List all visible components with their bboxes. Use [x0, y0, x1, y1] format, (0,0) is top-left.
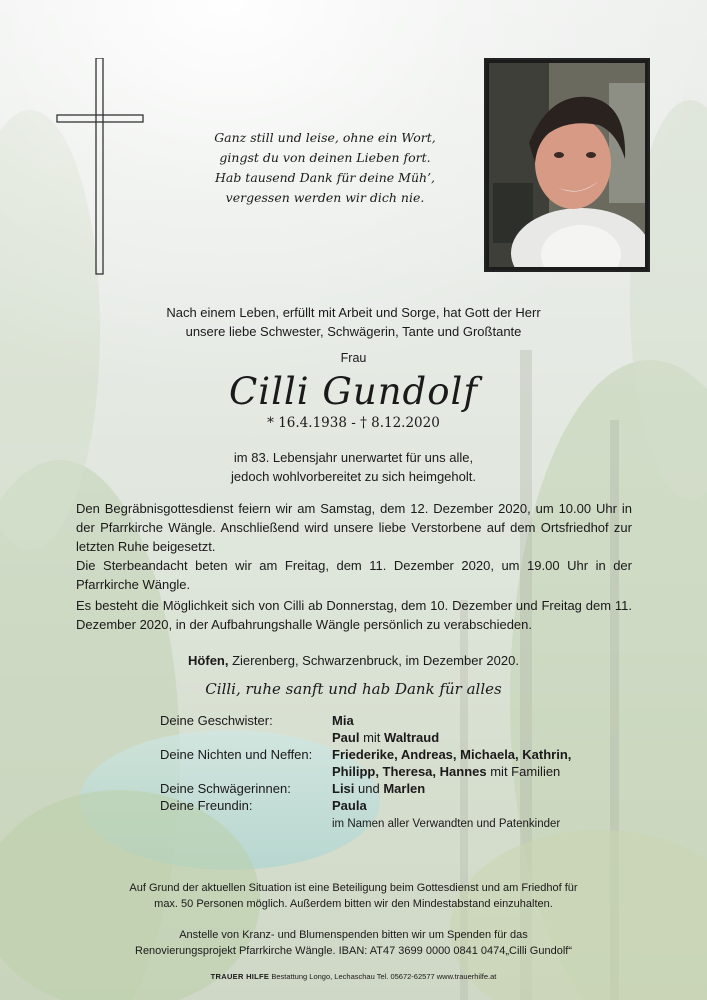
relation-label: Deine Freundin: — [160, 798, 253, 813]
place-date-line — [0, 653, 707, 668]
age-line: jedoch wohlvorbereitet zu sich heimgeholt. — [231, 469, 476, 484]
footer — [0, 972, 707, 981]
mourner-row — [160, 746, 620, 763]
connector-text: und — [354, 781, 384, 796]
poem — [175, 128, 475, 208]
mourner-names — [332, 729, 439, 746]
poem-line: Ganz still und leise, ohne ein Wort, — [214, 130, 436, 145]
mourner-names: Mia — [332, 713, 354, 728]
mourner-names: Friederike, Andreas, Michaela, Kathrin, — [332, 747, 572, 762]
age-line: im 83. Lebensjahr unerwartet für uns alle, — [233, 450, 474, 465]
covid-notice — [80, 880, 627, 912]
deceased-name: Cilli Gundolf — [228, 370, 479, 413]
intro-line: unsere liebe Schwester, Schwägerin, Tante und Großtante — [185, 324, 522, 339]
intro-line: Nach einem Leben, erfüllt mit Arbeit und Sorge, hat Gott der Herr — [166, 305, 541, 320]
footer-details: Bestattung Longo, Lechaschau Tel. 05672-62577 www.trauerhilfe.at — [269, 972, 497, 981]
viewing-paragraph: Es besteht die Möglichkeit sich von Cilli ab Donnerstag, dem 10. Dezember und Freitag dem 11. Dezember 2020, in der Aufbahrungshalle Wängle persönlich zu verabschieden. — [76, 598, 632, 632]
mourner-row — [160, 780, 620, 797]
poem-line: Hab tausend Dank für deine Müh’, — [214, 170, 436, 185]
mourner-name: Marlen — [383, 781, 426, 796]
mourner-row — [160, 712, 620, 729]
closing-note: im Namen aller Verwandten und Patenkinder — [332, 818, 561, 830]
mourner-names — [332, 780, 425, 797]
mourner-name: Lisi — [332, 781, 355, 796]
poem-line: vergessen werden wir dich nie. — [225, 190, 425, 205]
notice-line: Anstelle von Kranz- und Blumenspenden bitten wir um Spenden für das — [179, 929, 528, 941]
mourner-row — [160, 816, 620, 833]
mourner-row — [160, 797, 620, 814]
poem-line: gingst du von deinen Lieben fort. — [219, 150, 431, 165]
connector-text: mit Familien — [486, 764, 561, 779]
mourner-names: Paula — [332, 798, 367, 813]
deceased-dates: * 16.4.1938 - † 8.12.2020 — [267, 415, 440, 431]
mourner-name: Paul — [332, 730, 360, 745]
place-town: Höfen, — [188, 653, 229, 668]
footer-brand: TRAUER HILFE — [210, 972, 270, 981]
funeral-service-paragraph: Den Begräbnisgottesdienst feiern wir am Samstag, dem 12. Dezember 2020, um 10.00 Uhr in der Pfarrkirche Wängle. Anschließend wird unsere liebe Verstorbene auf dem Ortsfriedhof zur letzten Ruhe beigesetzt. — [76, 501, 632, 554]
cross-icon — [55, 58, 145, 276]
relation-label: Deine Nichten und Neffen: — [160, 747, 313, 762]
donation-notice — [80, 927, 627, 959]
mourner-names — [332, 763, 560, 780]
notice-line: Renovierungsprojekt Pfarrkirche Wängle. IBAN: AT47 3699 0000 0841 0474„Cilli Gundolf“ — [135, 945, 572, 957]
notice-line: max. 50 Personen möglich. Außerdem bitten wir den Mindestabstand einzuhalten. — [154, 898, 553, 910]
portrait-image — [489, 63, 645, 267]
intro-text — [90, 303, 617, 341]
mourner-name: Waltraud — [384, 730, 440, 745]
farewell-line: Cilli, ruhe sanft und hab Dank für alles — [205, 680, 502, 698]
relation-label: Deine Schwägerinnen: — [160, 781, 291, 796]
place-rest: Zierenberg, Schwarzenbruck, im Dezember 2020. — [228, 653, 519, 668]
deceased-title: Frau — [340, 351, 367, 365]
age-text — [90, 448, 617, 486]
notice-line: Auf Grund der aktuellen Situation ist eine Beteiligung beim Gottesdienst und am Friedhof für — [129, 882, 578, 894]
relation-label: Deine Geschwister: — [160, 713, 273, 728]
mourner-row — [160, 763, 620, 780]
mourner-row — [160, 729, 620, 746]
portrait-photo — [484, 58, 650, 272]
prayer-paragraph: Die Sterbeandacht beten wir am Freitag, dem 11. Dezember 2020, um 19.00 Uhr in der Pfarrkirche Wängle. — [76, 558, 632, 592]
connector-text: mit — [359, 730, 385, 745]
mourner-name: Philipp, Theresa, Hannes — [332, 764, 487, 779]
